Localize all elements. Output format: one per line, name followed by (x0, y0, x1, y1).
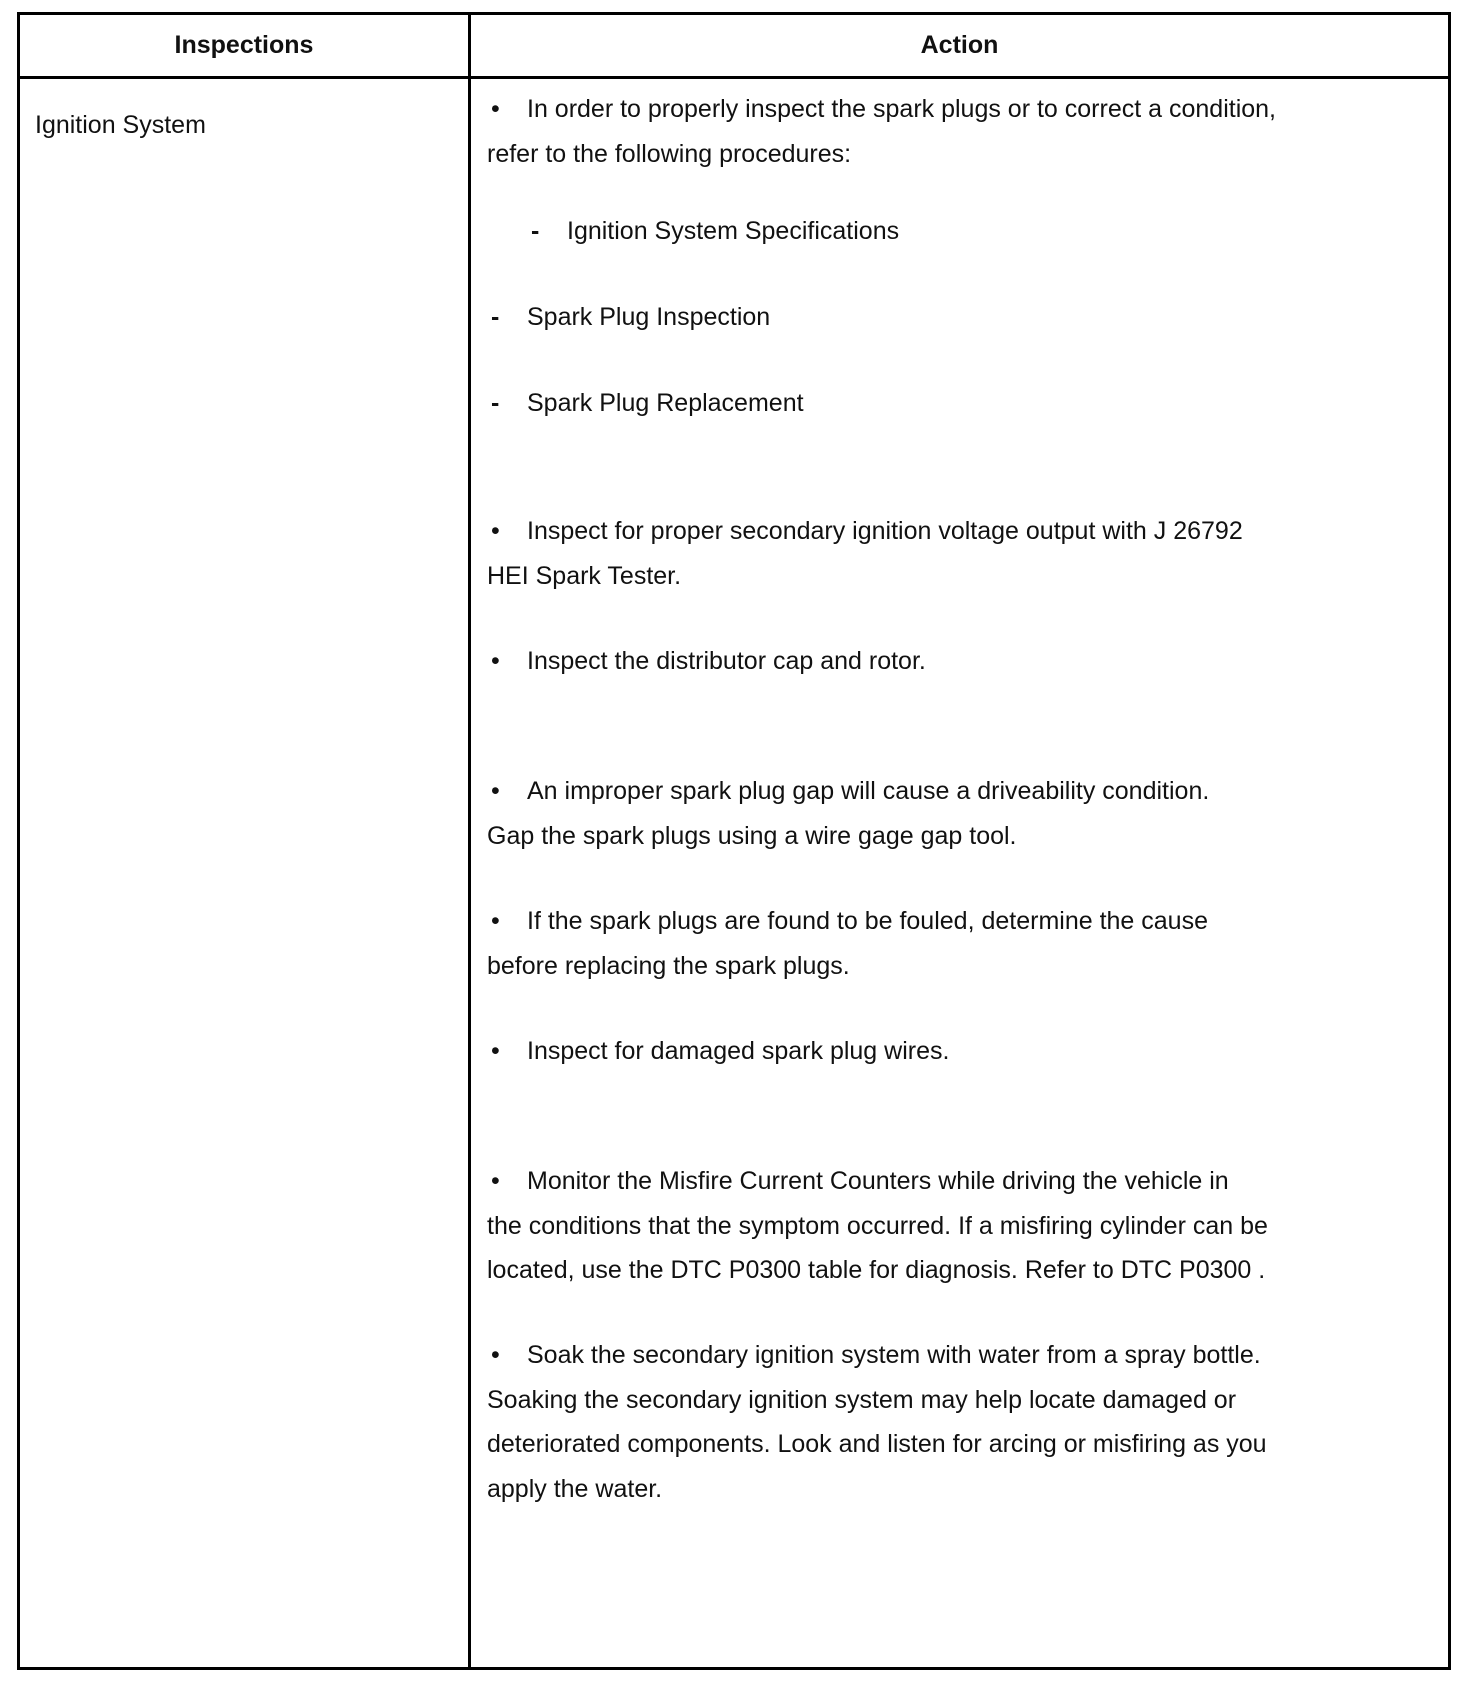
action-line: before replacing the spark plugs. (487, 951, 850, 980)
action-line: Inspect for damaged spark plug wires. (527, 1037, 950, 1065)
bullet-marker: • (491, 1341, 500, 1369)
action-line: An improper spark plug gap will cause a driveability condition. (527, 777, 1210, 805)
action-subitem (487, 381, 804, 426)
action-line: refer to the following procedures: (487, 139, 852, 168)
dash-marker: - (491, 303, 500, 331)
action-line: apply the water. (487, 1474, 663, 1503)
action-subitem (527, 209, 899, 254)
header-inspections: Inspections (174, 31, 314, 59)
action-item (487, 639, 926, 684)
action-line: Monitor the Misfire Current Counters while driving the vehicle in (527, 1167, 1229, 1195)
action-line: Inspect for proper secondary ignition voltage output with J 26792 (527, 517, 1243, 545)
action-line: If the spark plugs are found to be fouled, determine the cause (527, 907, 1208, 935)
bullet-marker: • (491, 517, 500, 545)
action-line: Soak the secondary ignition system with water from a spray bottle. (527, 1341, 1261, 1369)
action-item (487, 1029, 949, 1074)
inspection-table (17, 12, 1451, 1670)
action-line: In order to properly inspect the spark plugs or to correct a condition, (527, 95, 1276, 123)
bullet-marker: • (491, 1037, 500, 1065)
bullet-marker: • (491, 647, 500, 675)
action-item (487, 899, 1208, 988)
action-line: HEI Spark Tester. (487, 561, 682, 590)
dash-marker: - (531, 217, 540, 245)
action-subitem (487, 295, 770, 340)
bullet-marker: • (491, 1167, 500, 1195)
action-item (487, 1159, 1268, 1293)
action-line: Soaking the secondary ignition system may help locate damaged or (487, 1385, 1237, 1414)
action-item (487, 1333, 1267, 1511)
inspection-cell: Ignition System (35, 111, 206, 139)
action-line: Gap the spark plugs using a wire gage gap tool. (487, 821, 1017, 850)
bullet-marker: • (491, 907, 500, 935)
action-line: located, use the DTC P0300 table for diagnosis. Refer to DTC P0300 . (487, 1256, 1266, 1284)
bullet-marker: • (491, 95, 500, 123)
column-divider (468, 15, 471, 1667)
action-item (487, 769, 1209, 858)
header-action: Action (920, 31, 999, 59)
action-line: Spark Plug Replacement (527, 389, 804, 417)
action-line: Spark Plug Inspection (527, 303, 771, 331)
action-line: Inspect the distributor cap and rotor. (527, 647, 926, 675)
action-item (487, 509, 1243, 598)
table-header-row (20, 15, 1448, 79)
bullet-marker: • (491, 777, 500, 805)
dash-marker: - (491, 389, 500, 417)
action-line: Ignition System Specifications (567, 217, 900, 245)
action-line: the conditions that the symptom occurred. If a misfiring cylinder can be (487, 1211, 1268, 1240)
action-item (487, 87, 1276, 176)
action-line: deteriorated components. Look and listen for arcing or misfiring as you (487, 1430, 1267, 1458)
